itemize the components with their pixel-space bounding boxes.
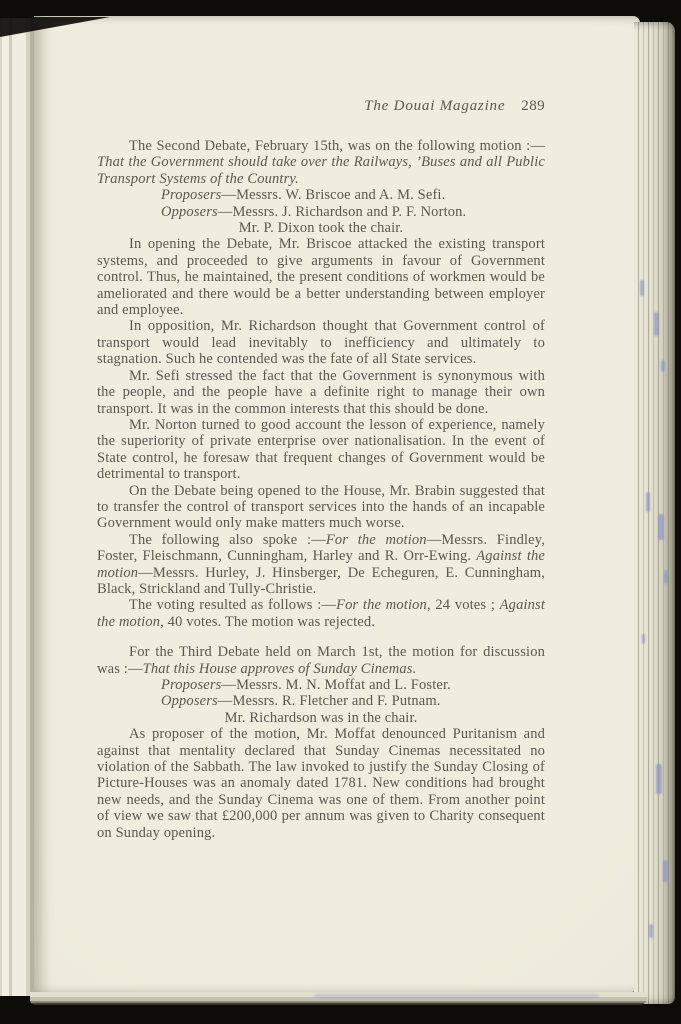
second-debate-speakers: [97, 532, 545, 598]
second-debate-chair: Mr. P. Dixon took the chair.: [238, 220, 404, 237]
magazine-title: The Douai Magazine: [364, 98, 506, 114]
third-debate-proposers: [161, 677, 545, 693]
third-debate-opposers: [161, 693, 545, 709]
bottom-page-edge: [30, 992, 648, 1005]
italic-text-run: For the motion: [336, 597, 427, 614]
fore-edge-ink-mark: [649, 924, 653, 938]
second-debate-opposers: [161, 204, 545, 220]
italic-text-run: That this House approves of Sunday Cinemas.: [142, 660, 417, 677]
italic-text-run: For the motion: [325, 531, 427, 548]
left-page-edge: [0, 18, 34, 996]
bottom-edge-ink-smear: [314, 994, 598, 998]
fore-edge-page-stack: [634, 22, 675, 1004]
italic-text-run: Proposers: [161, 187, 222, 204]
second-debate-paragraph-5: [97, 483, 545, 532]
second-debate-paragraph-3: [97, 368, 545, 417]
third-debate-paragraph-1: [97, 726, 545, 841]
fore-edge-ink-mark: [661, 360, 665, 372]
text-run: On the Debate being opened to the House, Mr. Brabin suggested that to transfer the control of transport services into the hands of an incapable Government would only make matters much worse.: [97, 482, 545, 532]
third-debate-chair: Mr. Richardson was in the chair.: [224, 709, 418, 726]
text-run: Mr. Norton turned to good account the lesson of experience, namely the superiority of private enterprise over nationalisation. In the event of State control, he foresaw that frequent changes of Government would be detrimental to transport.: [97, 416, 545, 483]
italic-text-run: Against the motion: [97, 597, 546, 630]
text-run: —Messrs. Findley, Foster, Fleischmann, Cunningham, Harley and R. Orr-Ewing.: [97, 531, 545, 565]
text-run: —Messrs. W. Briscoe and A. M. Sefi.: [221, 187, 446, 204]
text-run: —Messrs. J. Richardson and P. F. Norton.: [217, 203, 467, 220]
italic-text-run: Opposers: [161, 693, 218, 710]
fore-edge-ink-mark: [646, 492, 650, 512]
text-run: The voting resulted as follows :—: [129, 597, 337, 614]
fore-edge-ink-mark: [656, 764, 662, 794]
text-run: The Second Debate, February 15th, was on the following motion :—: [129, 138, 545, 154]
text-run: —Messrs. M. N. Moffat and L. Foster.: [221, 677, 451, 693]
text-run: , 40 votes. The motion was rejected.: [160, 613, 376, 630]
page-number: 289: [521, 98, 545, 114]
fore-edge-ink-mark: [658, 514, 664, 540]
text-run: —Messrs. Hurley, J. Hinsberger, De Echeguren, E. Cunningham, Black, Strickland and Tully-Christie.: [97, 564, 545, 597]
third-debate-motion: [97, 644, 545, 677]
second-debate-paragraph-2: [97, 318, 545, 367]
fore-edge-ink-mark: [663, 860, 668, 882]
fore-edge-ink-mark: [640, 280, 644, 296]
running-header: [97, 98, 545, 115]
text-run: Mr. Sefi stressed the fact that the Government is synonymous with the people, and the people have a definite right to manage their own transport. It was in the common interests that this should be done.: [97, 367, 545, 417]
text-run: , 24 votes ;: [426, 597, 500, 614]
fore-edge-ink-mark: [642, 634, 645, 644]
text-run: In opening the Debate, Mr. Briscoe attacked the existing transport systems, and proceeded to give arguments in favour of Government control. Thus, he maintained, the present conditions of workmen would be ameliorated and there would be a better understanding between employer and employee.: [97, 236, 545, 319]
fore-edge-ink-mark: [664, 570, 668, 584]
text-run: The following also spoke :—: [129, 531, 326, 548]
fore-edge-ink-mark: [654, 312, 659, 336]
text-run: In opposition, Mr. Richardson thought that Government control of transport would lead inevitably to inefficiency and ultimately to stagnation. Such he contended was the fate of all State services.: [97, 318, 545, 368]
text-run: As proposer of the motion, Mr. Moffat denounced Puritanism and against that mentality declared that Sunday Cinemas necessitated no violation of the Sabbath. The law invoked to justify the Sunday Closing of Picture-Houses was an anomaly dated 1781. New conditions had brought new needs, and the Sunday Cinema was one of them. From another point of view we saw that £200,000 per annum was given to Charity consequent on Sunday opening.: [97, 726, 545, 841]
second-debate-proposers: [161, 187, 545, 203]
italic-text-run: Proposers: [161, 677, 222, 693]
text-run: For the Third Debate held on March 1st, the motion for discussion was :—: [97, 644, 545, 677]
book-page: [34, 16, 640, 992]
italic-text-run: That the Government should take over the Railways, ’Buses and all Public Transport Systems of the Country.: [97, 154, 545, 187]
italic-text-run: Against the motion: [97, 548, 545, 581]
section-gap: [97, 630, 545, 644]
second-debate-voting-result: [97, 597, 545, 630]
second-debate-paragraph-4: [97, 417, 545, 483]
page-text: [97, 138, 545, 841]
text-run: —Messrs. R. Fletcher and F. Putnam.: [217, 693, 441, 710]
second-debate-motion: [97, 138, 545, 187]
second-debate-paragraph-1: [97, 236, 545, 318]
italic-text-run: Opposers: [161, 203, 218, 220]
